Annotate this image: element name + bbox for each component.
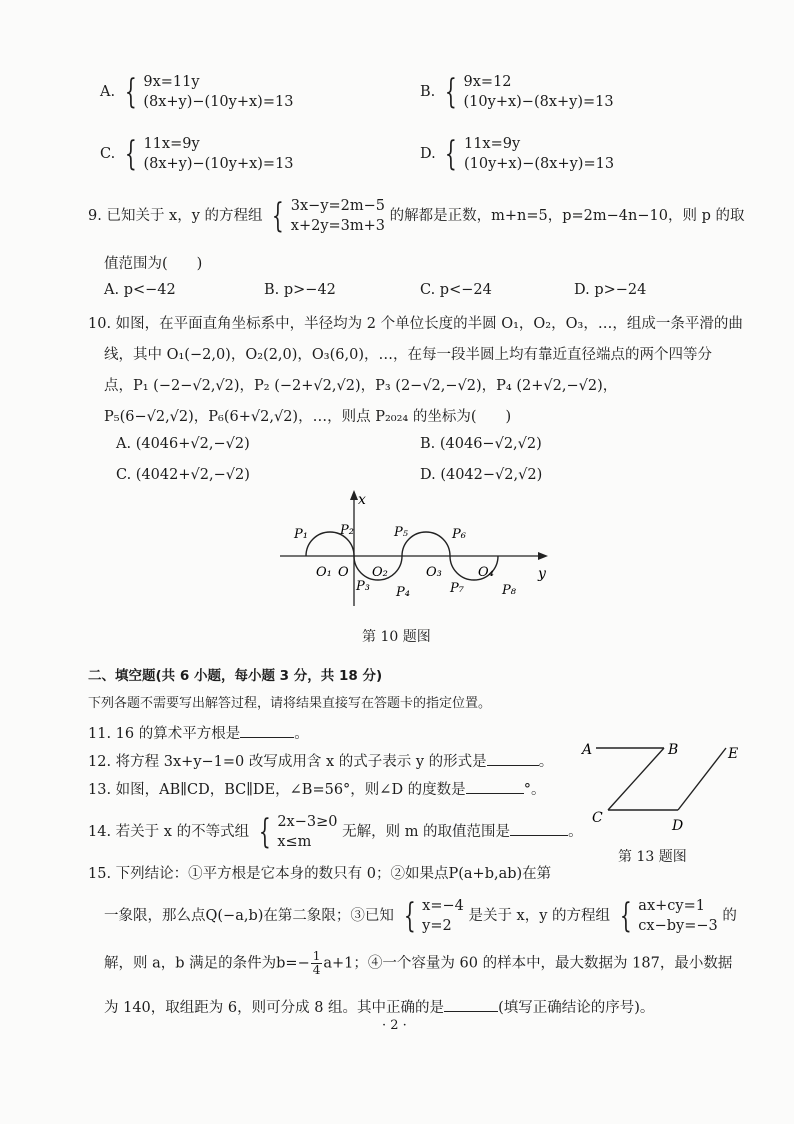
label-p1: P₁ [294, 527, 308, 542]
label-p8: P₈ [502, 583, 516, 598]
q15-line2: 一象限，那么点Q(−a,b)在第二象限；③已知 { x=−4 y=2 是关于 x，y 的方程组 { ax+cy=1 cx−by=−3 的 [104, 896, 737, 936]
point-label-a: A [582, 742, 593, 758]
label-p6: P₆ [452, 527, 466, 542]
q9-line2: 值范围为( ) [104, 256, 203, 272]
page-number: · 2 · [382, 1018, 407, 1033]
label-p4: P₄ [396, 585, 410, 600]
point-label-b: B [668, 742, 679, 758]
q9-stem: 9. 已知关于 x，y 的方程组 { 3x−y=2m−5 x+2y=3m+3 的解都是正数，m+n=5，p=2m−4n−10，则 p 的取 [88, 196, 745, 236]
q15-line4: 为 140，取组距为 6，则可分成 8 组。其中正确的是 (填写正确结论的序号)。 [104, 996, 654, 1017]
label-p5: P₅ [394, 525, 408, 540]
q9-system: { 3x−y=2m−5 x+2y=3m+3 [272, 196, 386, 236]
q9-option-b: B. p>−42 [264, 282, 336, 298]
point-label-e: E [728, 746, 739, 762]
q8-option-c: C. { 11x=9y (8x+y)−(10y+x)=13 [100, 134, 294, 174]
q9-option-a: A. p<−42 [104, 282, 176, 298]
q12: 12. 将方程 3x+y−1=0 改写成用含 x 的式子表示 y 的形式是 。 [88, 750, 553, 771]
q10-line3: 点，P₁ (−2−√2,√2)，P₂ (−2+√2,√2)，P₃ (2−√2,−√2)，P₄ (2+√2,−√2)， [104, 378, 618, 394]
section-2-title: 二、填空题(共 6 小题，每小题 3 分，共 18 分) [88, 668, 383, 684]
q13: 13. 如图，AB∥CD，BC∥DE，∠B=56°，则∠D 的度数是 °。 [88, 778, 545, 799]
q8-a-system: { 9x=11y (8x+y)−(10y+x)=13 [124, 72, 294, 112]
q10-line4: P₅(6−√2,√2)，P₆(6+√2,√2)，…，则点 P₂₀₂₄ 的坐标为( ) [104, 409, 512, 425]
q12-answer-blank[interactable] [487, 751, 539, 766]
q10-option-c: C. (4042+√2,−√2) [116, 467, 250, 483]
segment-de [678, 748, 726, 810]
q14: 14. 若关于 x 的不等式组 { 2x−3≥0 x≤m 无解，则 m 的取值范围是 。 [88, 812, 583, 852]
q8-d-system: { 11x=9y (10y+x)−(8x+y)=13 [445, 134, 615, 174]
axis-label-y: y [538, 566, 546, 582]
q15-line1: 15. 下列结论：①平方根是它本身的数只有 0；②如果点P(a+b,ab)在第 [88, 866, 552, 882]
q14-system: { 2x−3≥0 x≤m [258, 812, 338, 852]
q8-option-b: B. { 9x=12 (10y+x)−(8x+y)=13 [420, 72, 614, 112]
label-o: O [338, 565, 349, 580]
label-p7: P₇ [450, 581, 464, 596]
q15-answer-blank[interactable] [444, 997, 498, 1012]
figure-13-caption: 第 13 题图 [618, 849, 687, 865]
label-o1: O₁ [316, 565, 332, 580]
q9-option-d: D. p>−24 [574, 282, 647, 298]
q8-option-d: D. { 11x=9y (10y+x)−(8x+y)=13 [420, 134, 615, 174]
q13-answer-blank[interactable] [466, 779, 524, 794]
q9-option-c: C. p<−24 [420, 282, 492, 298]
figure-13-parallel-lines [574, 738, 764, 838]
q8-option-a: A. { 9x=11y (8x+y)−(10y+x)=13 [100, 72, 294, 112]
q10-option-d: D. (4042−√2,√2) [420, 467, 543, 483]
q15-fraction: $\frac{1}{4}$ [312, 949, 321, 977]
label-p3: P₃ [356, 579, 370, 594]
semicircle-o3 [402, 532, 450, 556]
q10-option-a: A. (4046+√2,−√2) [116, 436, 250, 452]
q15-equation-system: { ax+cy=1 cx−by=−3 [619, 896, 718, 936]
horizontal-axis-arrow [538, 552, 548, 560]
q10-line2: 线，其中 O₁(−2,0)，O₂(2,0)，O₃(6,0)，…，在每一段半圆上均有靠近直径端点的两个四等分 [104, 347, 712, 363]
vertical-axis-arrow [350, 490, 358, 500]
q8-b-system: { 9x=12 (10y+x)−(8x+y)=13 [444, 72, 614, 112]
label-o3: O₃ [426, 565, 442, 580]
q15-solution-system: { x=−4 y=2 [403, 896, 464, 936]
label-o2: O₂ [372, 565, 388, 580]
q10-option-b: B. (4046−√2,√2) [420, 436, 542, 452]
label-p2: P₂ [340, 523, 354, 538]
q14-answer-blank[interactable] [510, 821, 568, 836]
axis-label-x: x [358, 492, 366, 508]
point-label-c: C [592, 810, 603, 826]
figure-10-caption: 第 10 题图 [362, 629, 431, 645]
segment-bc [608, 748, 664, 810]
figure-10-semicircle-curve [270, 488, 570, 618]
section-2-instruction: 下列各题不需要写出解答过程，请将结果直接写在答题卡的指定位置。 [88, 696, 492, 711]
q15-line3: 解，则 a，b 满足的条件为b=− $\frac{1}{4}$ a+1；④一个容量为 60 的样本中，最大数据为 187，最小数据 [104, 949, 733, 977]
q11: 11. 16 的算术平方根是 。 [88, 722, 309, 743]
q8-c-system: { 11x=9y (8x+y)−(10y+x)=13 [124, 134, 294, 174]
label-o4: O₄ [478, 565, 494, 580]
point-label-d: D [672, 818, 684, 834]
q10-line1: 10. 如图，在平面直角坐标系中，半径均为 2 个单位长度的半圆 O₁，O₂，O₃，…，组成一条平滑的曲 [88, 316, 743, 332]
q11-answer-blank[interactable] [240, 723, 294, 738]
